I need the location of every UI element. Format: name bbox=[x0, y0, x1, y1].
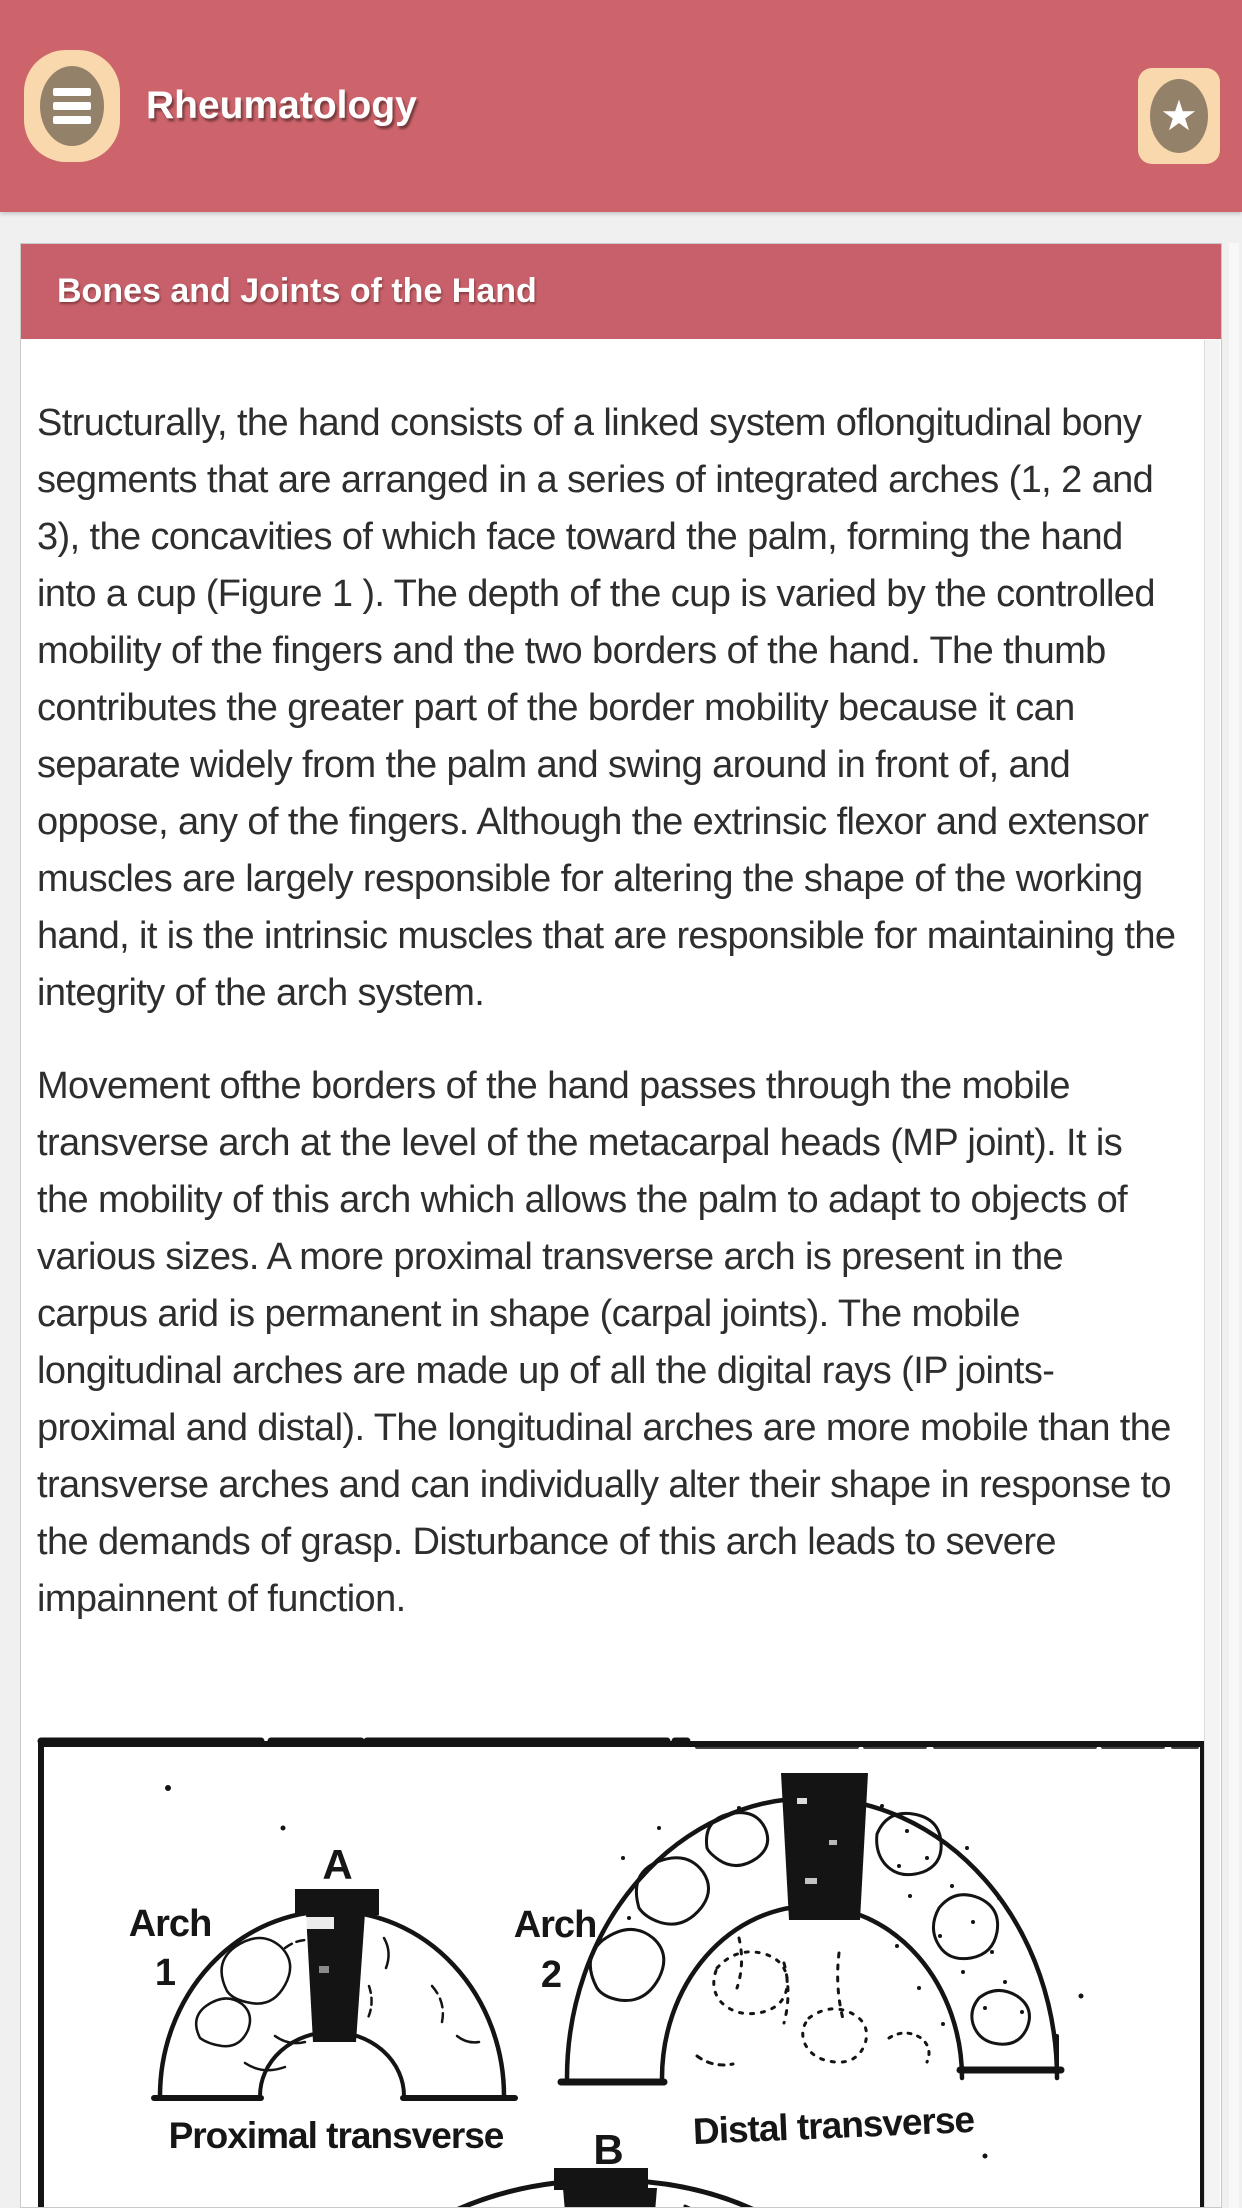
menu-button[interactable] bbox=[24, 50, 120, 162]
arch3-keystone bbox=[563, 2188, 657, 2208]
scrollbar[interactable] bbox=[1204, 340, 1220, 2207]
page-right-gutter bbox=[1229, 243, 1239, 2208]
hamburger-bar bbox=[53, 102, 91, 110]
hamburger-bar bbox=[53, 88, 91, 96]
article-paragraph-2: Movement ofthe borders of the hand passes through the mobile transverse arch at the level of the metacarpal heads (MP joint). It is the mobility of this arch which allows the palm to adapt to objects of various sizes. A more proximal transverse arch is present in the carpus arid is permanent in shape (carpal joints). The mobile longitudinal arches are made up of all the digital rays (IP joints- proximal and distal). The longitudinal arches are more mobile than the transverse arches and can individually alter their shape in response to the demands of grasp. Disturbance of this arch leads to severe impainnent of function. bbox=[37, 1065, 1171, 1620]
label-proximal-transverse: Proximal transverse bbox=[168, 2115, 504, 2156]
app-header bbox=[0, 0, 1242, 212]
scan-speck bbox=[165, 1785, 171, 1791]
label-arch-a: A bbox=[322, 1841, 352, 1888]
label-arch2-word: Arch bbox=[513, 1904, 597, 1946]
hamburger-icon bbox=[40, 66, 104, 146]
arch1-keystone bbox=[306, 1913, 365, 2042]
star-icon: ★ bbox=[1150, 79, 1208, 153]
favorite-button[interactable] bbox=[1138, 68, 1220, 164]
article-title: Bones and Joints of the Hand bbox=[57, 272, 537, 310]
label-arch1-num: 1 bbox=[154, 1952, 176, 1994]
arch3-longitudinal bbox=[177, 2168, 1101, 2208]
label-arch-b: B bbox=[593, 2126, 623, 2173]
hand-arches-figure bbox=[37, 1736, 1179, 2208]
article-body bbox=[21, 339, 1221, 2208]
arch1-keystone bbox=[295, 1889, 379, 1915]
arch2-keystone bbox=[781, 1773, 868, 1920]
hand-arches-svg bbox=[37, 1736, 1207, 2208]
hamburger-bar bbox=[53, 116, 91, 124]
article-heading-bar bbox=[21, 244, 1221, 339]
arch2-distal-transverse bbox=[561, 1773, 1084, 2159]
scan-speck bbox=[281, 1826, 286, 1831]
label-arch2-num: 2 bbox=[540, 1954, 562, 1996]
label-distal-transverse: Distal transverse bbox=[692, 2098, 975, 2153]
article-paragraph-1: Structurally, the hand consists of a linked system oflongitudinal bony segments that are arranged in a series of integrated arches (1, 2 and 3), the concavities of which face toward the palm, forming the hand into a cup (Figure 1 ). The depth of the cup is varied by the controlled mobility of the fingers and the two borders of the hand. The thumb contributes the greater part of the border mobility because it can separate widely from the palm and swing around in front of, and oppose, any of the fingers. Although the extrinsic flexor and extensor muscles are largely responsible for altering the shape of the working hand, it is the intrinsic muscles that are responsible for maintaining the integrity of the arch system. bbox=[37, 402, 1176, 1014]
label-arch1-word: Arch bbox=[128, 1903, 212, 1945]
app-title: Rheumatology bbox=[146, 84, 417, 127]
article-card bbox=[20, 243, 1222, 2208]
